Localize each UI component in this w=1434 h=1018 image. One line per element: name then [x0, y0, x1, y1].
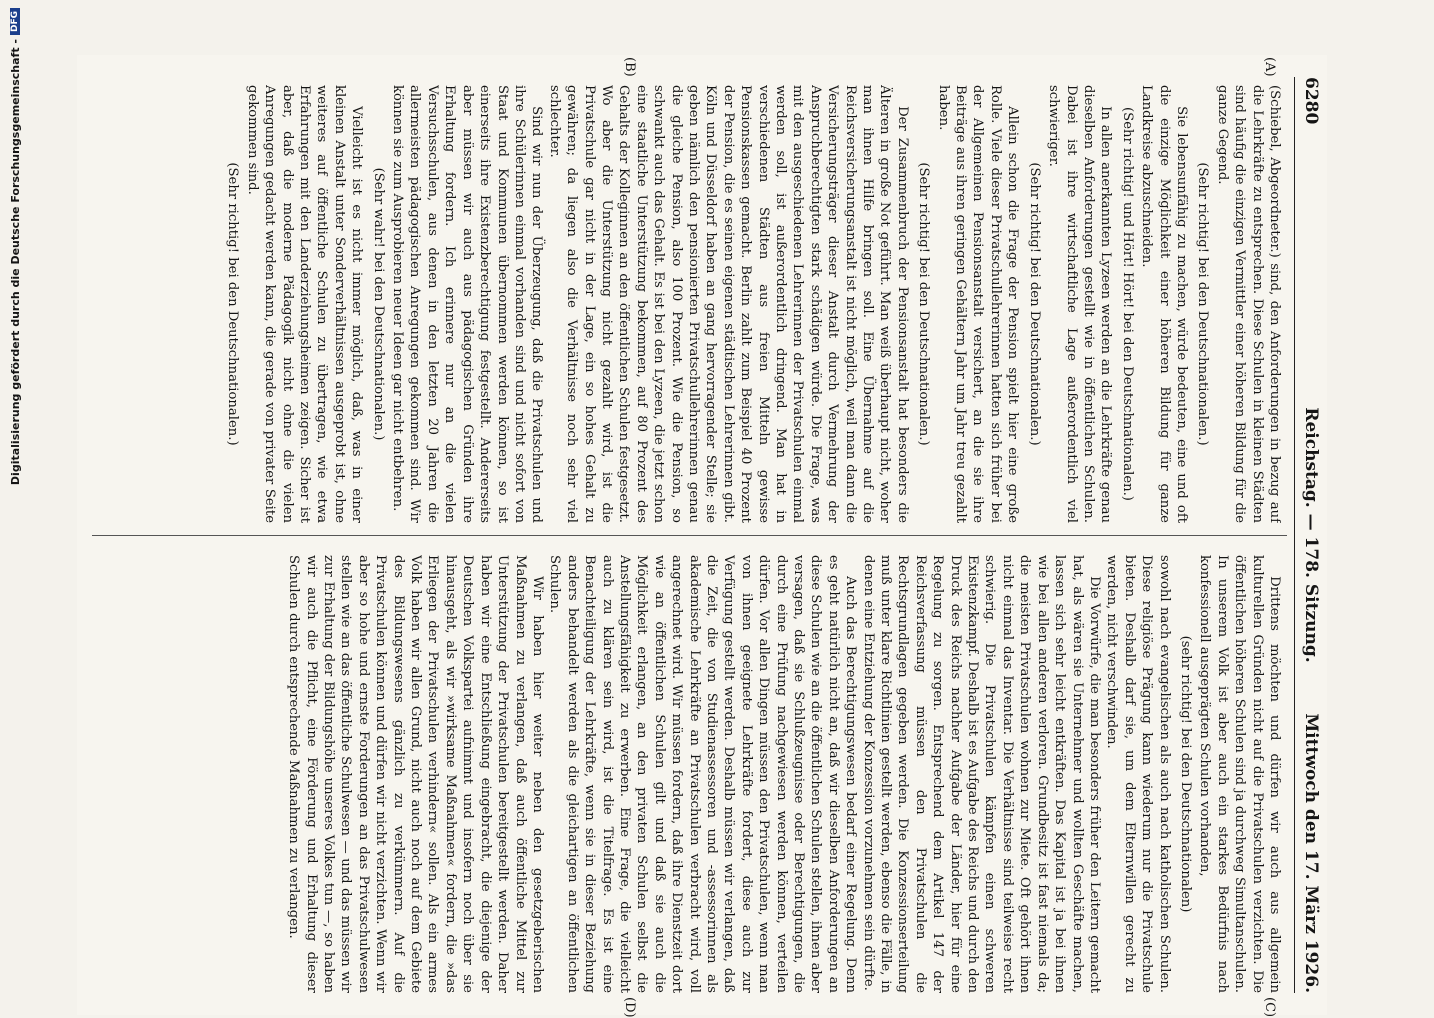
interjection: (Sehr richtig! bei den Deutschnationalen.) — [1026, 162, 1042, 446]
margin-mark-a: (A) — [1262, 57, 1277, 77]
session-title: Reichstag. — 178. Sitzung. — [1301, 407, 1321, 663]
paragraph: In allen anerkannten Lyzeen werden an die Lehrkräfte genau dieselben Anforderungen gestellt wie in öffentlichen Schulen. Dabei ist ihre wirtschaftliche Lage außerordentlich viel schwieriger. — [1046, 85, 1114, 523]
paragraph: sowohl nach evangelischen als auch nach katholischen Schulen. Diese religiöse Prägung kann wiederum nur die Privatschule bieten. Deshalb darf sie, um dem Elternwillen gerecht zu werden, nicht verschwinden. — [1104, 555, 1172, 993]
interjection: (Sehr richtig! bei den Deutschnationalen.) — [225, 162, 241, 446]
paragraph: Sind wir nun der Überzeugung, daß die Privatschulen und ihre Schülerinnen einmal vorhanden sind und nicht sofort von Staat und Kommunen übernommen werden können, so ist einerseits ihre Existenzberechtigung festgestellt. Andererseits aber müssen wir auch aus pädagogischen Gründen ihre Erhaltung fordern. Ich erinnere nur an die vielen Versuchsschulen, aus denen in den letzten 20 Jahren die allermeisten pädagogischen Anregungen gekommen sind. Wir können sie zum Ausprobieren neuer Ideen gar nicht entbehren. — [390, 85, 545, 523]
session-date: Mittwoch den 17. März 1926. — [1301, 713, 1321, 993]
column-divider — [92, 535, 1287, 536]
digitisation-text: Digitalisierung gefördert durch die Deutsche Forschungsgemeinschaft - — [8, 39, 22, 486]
right-column — [98, 555, 1283, 993]
paragraph: Allein schon die Frage der Pension spielt hier eine große Rolle. Viele dieser Privatschullehrerinnen hatten sich früher bei der Allgemeinen Pensionsanstalt versichert, an die sie ihre Beiträge aus ihren geringen Gehältern Jahr um Jahr treu gezahlt haben. — [935, 85, 1021, 523]
paragraph: Auch das Berechtigungswesen bedarf einer Regelung. Denn es geht natürlich nicht an, daß wir dieselben Anforderungen an diese Schulen wie an die öffentlichen Schulen stellen, ihnen aber versagen, daß sie Schlußzeugnisse oder Berechtigungen, die durch eine Prüfung nachgewiesen werden können, verteilen dürfen. Vor allen Dingen müssen den Privatschulen, wenn man von ihnen geeignete Lehrkräfte fordert, diese auch zur Verfügung gestellt werden. Deshalb müssen wir verlangen, daß die Zeit, die von Studienassessoren und -assessorinnen als akademische Lehrkräfte an Privatschulen verbracht wird, voll angerechnet wird. Wir müssen fordern, daß ihre Dienstzeit dort wie an öffentlichen Schulen gilt und daß sie auch die Möglichkeit erlangen, an den privaten Schulen selbst die Anstellungsfähigkeit zu erwerben. Eine Frage, die vielleicht auch zu klären sein wird, ist die Titelfrage. Es ist eine Benachteiligung der Lehrkräfte, wenn sie in dieser Beziehung anders behandelt werden als die gleichartigen an öffentlichen Schulen. — [547, 555, 859, 993]
paragraph: Wir haben hier weiter neben den gesetzgeberischen Maßnahmen zu verlangen, daß auch öffentliche Mittel zur Unterstützung der Privatschulen bereitgestellt werden. Daher haben wir eine Entschließung eingebracht, die diejenige der Deutschen Volkspartei aufnimmt und insofern noch über sie hinausgeht, als wir »wirksame Maßnahmen« fordern, die »das Erliegen der Privatschulen verhindern« sollen. Als ein armes Volk haben wir allen Grund, nicht auch noch auf dem Gebiete des Bildungswesens gänzlich zu verkümmern. Auf die Privatschulen können und dürfen wir nicht verzichten. Wenn wir aber so hohe und ernste Forderungen an das Privatschulwesen stellen wie an das öffentliche Schulwesen — und das müssen wir zur Erhaltung der Bildungshöhe unseres Volkes tun —, so haben wir auch die Pflicht, eine Förderung und Erhaltung dieser Schulen durch entsprechende Maßnahmen zu verlangen. — [286, 555, 545, 993]
interjection: (Sehr richtig! bei den Deutschnationalen.) — [1195, 162, 1211, 446]
paragraph: Die Vorwürfe, die man besonders früher den Leitern gemacht hat, als wären sie Unternehmer und wollten Geschäfte machen, lassen sich sehr leicht entkräften. Das Kapital ist ja bei ihnen wie bei allen anderen verloren. Grundbesitz ist fast niemals da; die meisten Privatschulen wohnen zur Miete. Oft gehört ihnen nicht einmal das Inventar. Die Verhältnisse sind teilweise recht schwierig. Die Privatschulen kämpfen einen schweren Existenzkampf. Deshalb ist es Aufgabe des Reichs und durch den Druck des Reichs nachher Aufgabe der Länder, hier für eine Regelung zu sorgen. Entsprechend dem Artikel 147 der Reichsverfassung müssen den Privatschulen die Rechtsgrundlagen gegeben werden. Die Konzessionserteilung muß unter klare Richtlinien gestellt werden, ebenso die Fälle, in denen eine Entziehung der Konzession vorzunehmen sein dürfte. — [860, 555, 1102, 993]
rotated-page — [77, 55, 1327, 1018]
page-header — [1295, 77, 1321, 993]
header-rule — [1294, 77, 1295, 993]
paragraph: Der Zusammenbruch der Pensionsanstalt hat besonders die Älteren in große Not geführt. Man weiß überhaupt nicht, woher man ihnen Hilfe bringen soll. Eine Übernahme auf die Reichsversicherungsanstalt ist nicht möglich, weil man dann die Versicherungsträger dieser Anstalt durch Vermehrung der Anspruchberechtigten stark schädigen würde. Die Frage, was mit den ausgeschiedenen Lehrerinnen der Privatschulen einmal werden soll, ist außerordentlich dringend. Man hat in verschiedenen Städten aus freien Mitteln gewisse Pensionskassen gemacht. Berlin zahlt zum Beispiel 40 Prozent der Pension, die es seinen eigenen städtischen Lehrerinnen gibt. Köln und Düsseldorf haben an gang hervorragender Stelle; sie geben nämlich den pensionierten Privatschullehrerinnen genau die gleiche Pension, also 100 Prozent. Wie die Pension, so schwankt auch das Gehalt. Es ist bei den Lyzeen, die jetzt schon eine staatliche Unterstützung bekommen, auf 80 Prozent des Gehalts der Kolleginnen an den öffentlichen Schulen festgesetzt. Wo aber die Unterstützung nicht gezahlt wird, ist die Privatschule gar nicht in der Lage, ein so hohes Gehalt zu gewähren; da liegen also die Verhältnisse noch sehr viel schlechter. — [546, 85, 910, 523]
interjection: (Sehr wahr! bei den Deutschnationalen.) — [370, 167, 386, 441]
interjection: (Sehr richtig! bei den Deutschnationalen.) — [916, 162, 932, 446]
margin-mark-d: (D) — [622, 997, 637, 1018]
paragraph: Vielleicht ist es nicht immer möglich, daß, was in einer kleinen Anstalt unter Sonderverhältnissen ausgeprobt ist, ohne weiteres auf öffentliche Schulen zu übertragen, wie etwa Erfahrungen mit den Landerziehungsheimen zeigen. Sicher ist aber, daß die moderne Pädagogik nicht ohne die vielen Anregungen gedacht werden kann, die gerade von privater Seite gekommen sind. — [244, 85, 365, 523]
digitisation-note — [2, 0, 24, 1000]
paragraph: Drittens möchten und dürfen wir auch aus allgemein kulturellen Gründen nicht auf die Privatschulen verzichten. Die öffentlichen höheren Schulen sind ja durchweg Simultanschulen. In unserem Volk ist aber auch ein starkes Bedürfnis nach konfessionell ausgeprägten Schulen vorhanden, — [1197, 555, 1282, 993]
margin-mark-b: (B) — [622, 57, 637, 77]
margin-mark-c: (C) — [1262, 997, 1277, 1018]
dfg-logo: DFG — [10, 8, 20, 35]
interjection: (Sehr richtig! und Hört! Hört! bei den Deutschnationalen.) — [1119, 107, 1135, 501]
paragraph: Sie lebensunfähig zu machen, würde bedeuten, eine und oft die einzige Möglichkeit einer höheren Bildung für ganze Landkreise abzuschneiden. — [1139, 85, 1189, 523]
page-number: 6280 — [1301, 77, 1321, 125]
paragraph: (Schiebel, Abgeordneter.) sind, den Anforderungen in bezug auf die Lehrkräfte zu entsprechen. Diese Schulen in kleinen Städten sind häufig die einzigen Vermittler einer höheren Bildung für die ganze Gegend. — [1214, 85, 1282, 523]
left-column — [98, 85, 1283, 523]
interjection: (sehr richtig! bei den Deutschnationalen) — [1177, 635, 1193, 913]
